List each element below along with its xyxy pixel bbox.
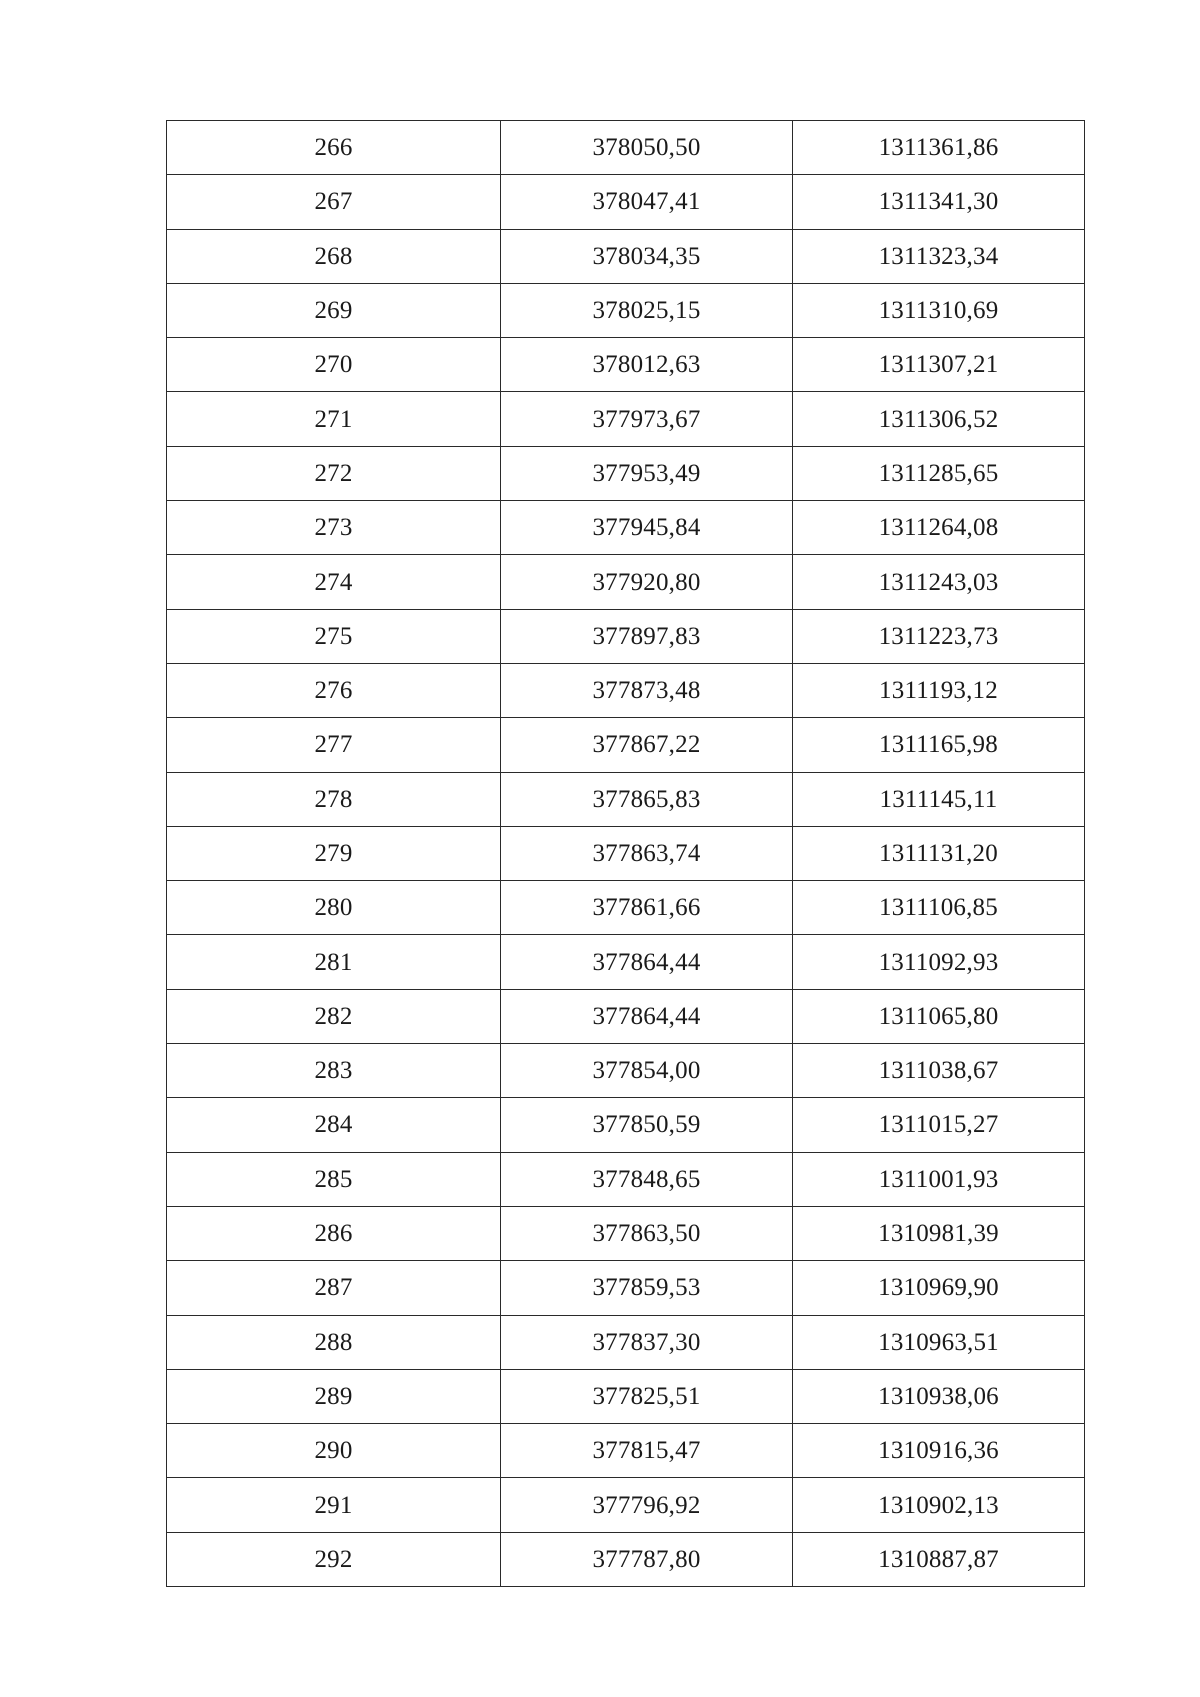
table-row (167, 555, 1085, 609)
table-row (167, 1098, 1085, 1152)
table-row (167, 446, 1085, 500)
point-number-cell: 275 (167, 609, 501, 663)
x-coordinate-cell: 377815,47 (501, 1424, 793, 1478)
y-coordinate-cell: 1311341,30 (793, 175, 1085, 229)
y-coordinate-cell: 1311285,65 (793, 446, 1085, 500)
table-row (167, 175, 1085, 229)
point-number-cell: 289 (167, 1369, 501, 1423)
x-coordinate-cell: 377953,49 (501, 446, 793, 500)
y-coordinate-cell: 1311264,08 (793, 501, 1085, 555)
x-coordinate-cell: 377796,92 (501, 1478, 793, 1532)
x-coordinate-cell: 377854,00 (501, 1044, 793, 1098)
table-row (167, 718, 1085, 772)
x-coordinate-cell: 377863,74 (501, 826, 793, 880)
table-row (167, 283, 1085, 337)
x-coordinate-cell: 377865,83 (501, 772, 793, 826)
point-number-cell: 285 (167, 1152, 501, 1206)
point-number-cell: 291 (167, 1478, 501, 1532)
table-row (167, 1315, 1085, 1369)
x-coordinate-cell: 377945,84 (501, 501, 793, 555)
x-coordinate-cell: 377897,83 (501, 609, 793, 663)
point-number-cell: 284 (167, 1098, 501, 1152)
y-coordinate-cell: 1311131,20 (793, 826, 1085, 880)
table-row (167, 1152, 1085, 1206)
x-coordinate-cell: 378034,35 (501, 229, 793, 283)
table-row (167, 663, 1085, 717)
y-coordinate-cell: 1311323,34 (793, 229, 1085, 283)
table-row (167, 989, 1085, 1043)
table-row (167, 1532, 1085, 1586)
y-coordinate-cell: 1311001,93 (793, 1152, 1085, 1206)
table-row (167, 935, 1085, 989)
point-number-cell: 269 (167, 283, 501, 337)
y-coordinate-cell: 1310963,51 (793, 1315, 1085, 1369)
y-coordinate-cell: 1311310,69 (793, 283, 1085, 337)
y-coordinate-cell: 1311361,86 (793, 121, 1085, 175)
x-coordinate-cell: 377859,53 (501, 1261, 793, 1315)
point-number-cell: 272 (167, 446, 501, 500)
point-number-cell: 277 (167, 718, 501, 772)
point-number-cell: 280 (167, 881, 501, 935)
x-coordinate-cell: 377864,44 (501, 935, 793, 989)
y-coordinate-cell: 1310902,13 (793, 1478, 1085, 1532)
point-number-cell: 274 (167, 555, 501, 609)
y-coordinate-cell: 1310938,06 (793, 1369, 1085, 1423)
y-coordinate-cell: 1311307,21 (793, 338, 1085, 392)
y-coordinate-cell: 1310916,36 (793, 1424, 1085, 1478)
x-coordinate-cell: 377864,44 (501, 989, 793, 1043)
x-coordinate-cell: 377850,59 (501, 1098, 793, 1152)
x-coordinate-cell: 378047,41 (501, 175, 793, 229)
table-row (167, 121, 1085, 175)
y-coordinate-cell: 1311145,11 (793, 772, 1085, 826)
x-coordinate-cell: 377787,80 (501, 1532, 793, 1586)
y-coordinate-cell: 1311193,12 (793, 663, 1085, 717)
table-row (167, 826, 1085, 880)
x-coordinate-cell: 378050,50 (501, 121, 793, 175)
y-coordinate-cell: 1310969,90 (793, 1261, 1085, 1315)
table-row (167, 392, 1085, 446)
point-number-cell: 270 (167, 338, 501, 392)
point-number-cell: 290 (167, 1424, 501, 1478)
y-coordinate-cell: 1311038,67 (793, 1044, 1085, 1098)
x-coordinate-cell: 377873,48 (501, 663, 793, 717)
point-number-cell: 266 (167, 121, 501, 175)
point-number-cell: 267 (167, 175, 501, 229)
x-coordinate-cell: 377863,50 (501, 1206, 793, 1260)
coordinates-table-body (167, 121, 1085, 1587)
y-coordinate-cell: 1311243,03 (793, 555, 1085, 609)
x-coordinate-cell: 378025,15 (501, 283, 793, 337)
y-coordinate-cell: 1310887,87 (793, 1532, 1085, 1586)
point-number-cell: 287 (167, 1261, 501, 1315)
table-row (167, 1369, 1085, 1423)
y-coordinate-cell: 1311306,52 (793, 392, 1085, 446)
y-coordinate-cell: 1311106,85 (793, 881, 1085, 935)
y-coordinate-cell: 1311065,80 (793, 989, 1085, 1043)
table-row (167, 609, 1085, 663)
x-coordinate-cell: 377920,80 (501, 555, 793, 609)
x-coordinate-cell: 377848,65 (501, 1152, 793, 1206)
y-coordinate-cell: 1311015,27 (793, 1098, 1085, 1152)
point-number-cell: 288 (167, 1315, 501, 1369)
y-coordinate-cell: 1311092,93 (793, 935, 1085, 989)
x-coordinate-cell: 377825,51 (501, 1369, 793, 1423)
coordinates-table (166, 120, 1085, 1587)
table-row (167, 1478, 1085, 1532)
table-row (167, 1044, 1085, 1098)
point-number-cell: 282 (167, 989, 501, 1043)
point-number-cell: 281 (167, 935, 501, 989)
x-coordinate-cell: 378012,63 (501, 338, 793, 392)
x-coordinate-cell: 377861,66 (501, 881, 793, 935)
table-row (167, 1424, 1085, 1478)
point-number-cell: 278 (167, 772, 501, 826)
point-number-cell: 292 (167, 1532, 501, 1586)
table-row (167, 229, 1085, 283)
table-row (167, 501, 1085, 555)
x-coordinate-cell: 377837,30 (501, 1315, 793, 1369)
y-coordinate-cell: 1310981,39 (793, 1206, 1085, 1260)
table-row (167, 338, 1085, 392)
point-number-cell: 271 (167, 392, 501, 446)
y-coordinate-cell: 1311165,98 (793, 718, 1085, 772)
point-number-cell: 268 (167, 229, 501, 283)
point-number-cell: 276 (167, 663, 501, 717)
table-row (167, 881, 1085, 935)
x-coordinate-cell: 377867,22 (501, 718, 793, 772)
point-number-cell: 273 (167, 501, 501, 555)
point-number-cell: 279 (167, 826, 501, 880)
table-row (167, 1261, 1085, 1315)
x-coordinate-cell: 377973,67 (501, 392, 793, 446)
table-row (167, 772, 1085, 826)
point-number-cell: 283 (167, 1044, 501, 1098)
table-row (167, 1206, 1085, 1260)
point-number-cell: 286 (167, 1206, 501, 1260)
y-coordinate-cell: 1311223,73 (793, 609, 1085, 663)
